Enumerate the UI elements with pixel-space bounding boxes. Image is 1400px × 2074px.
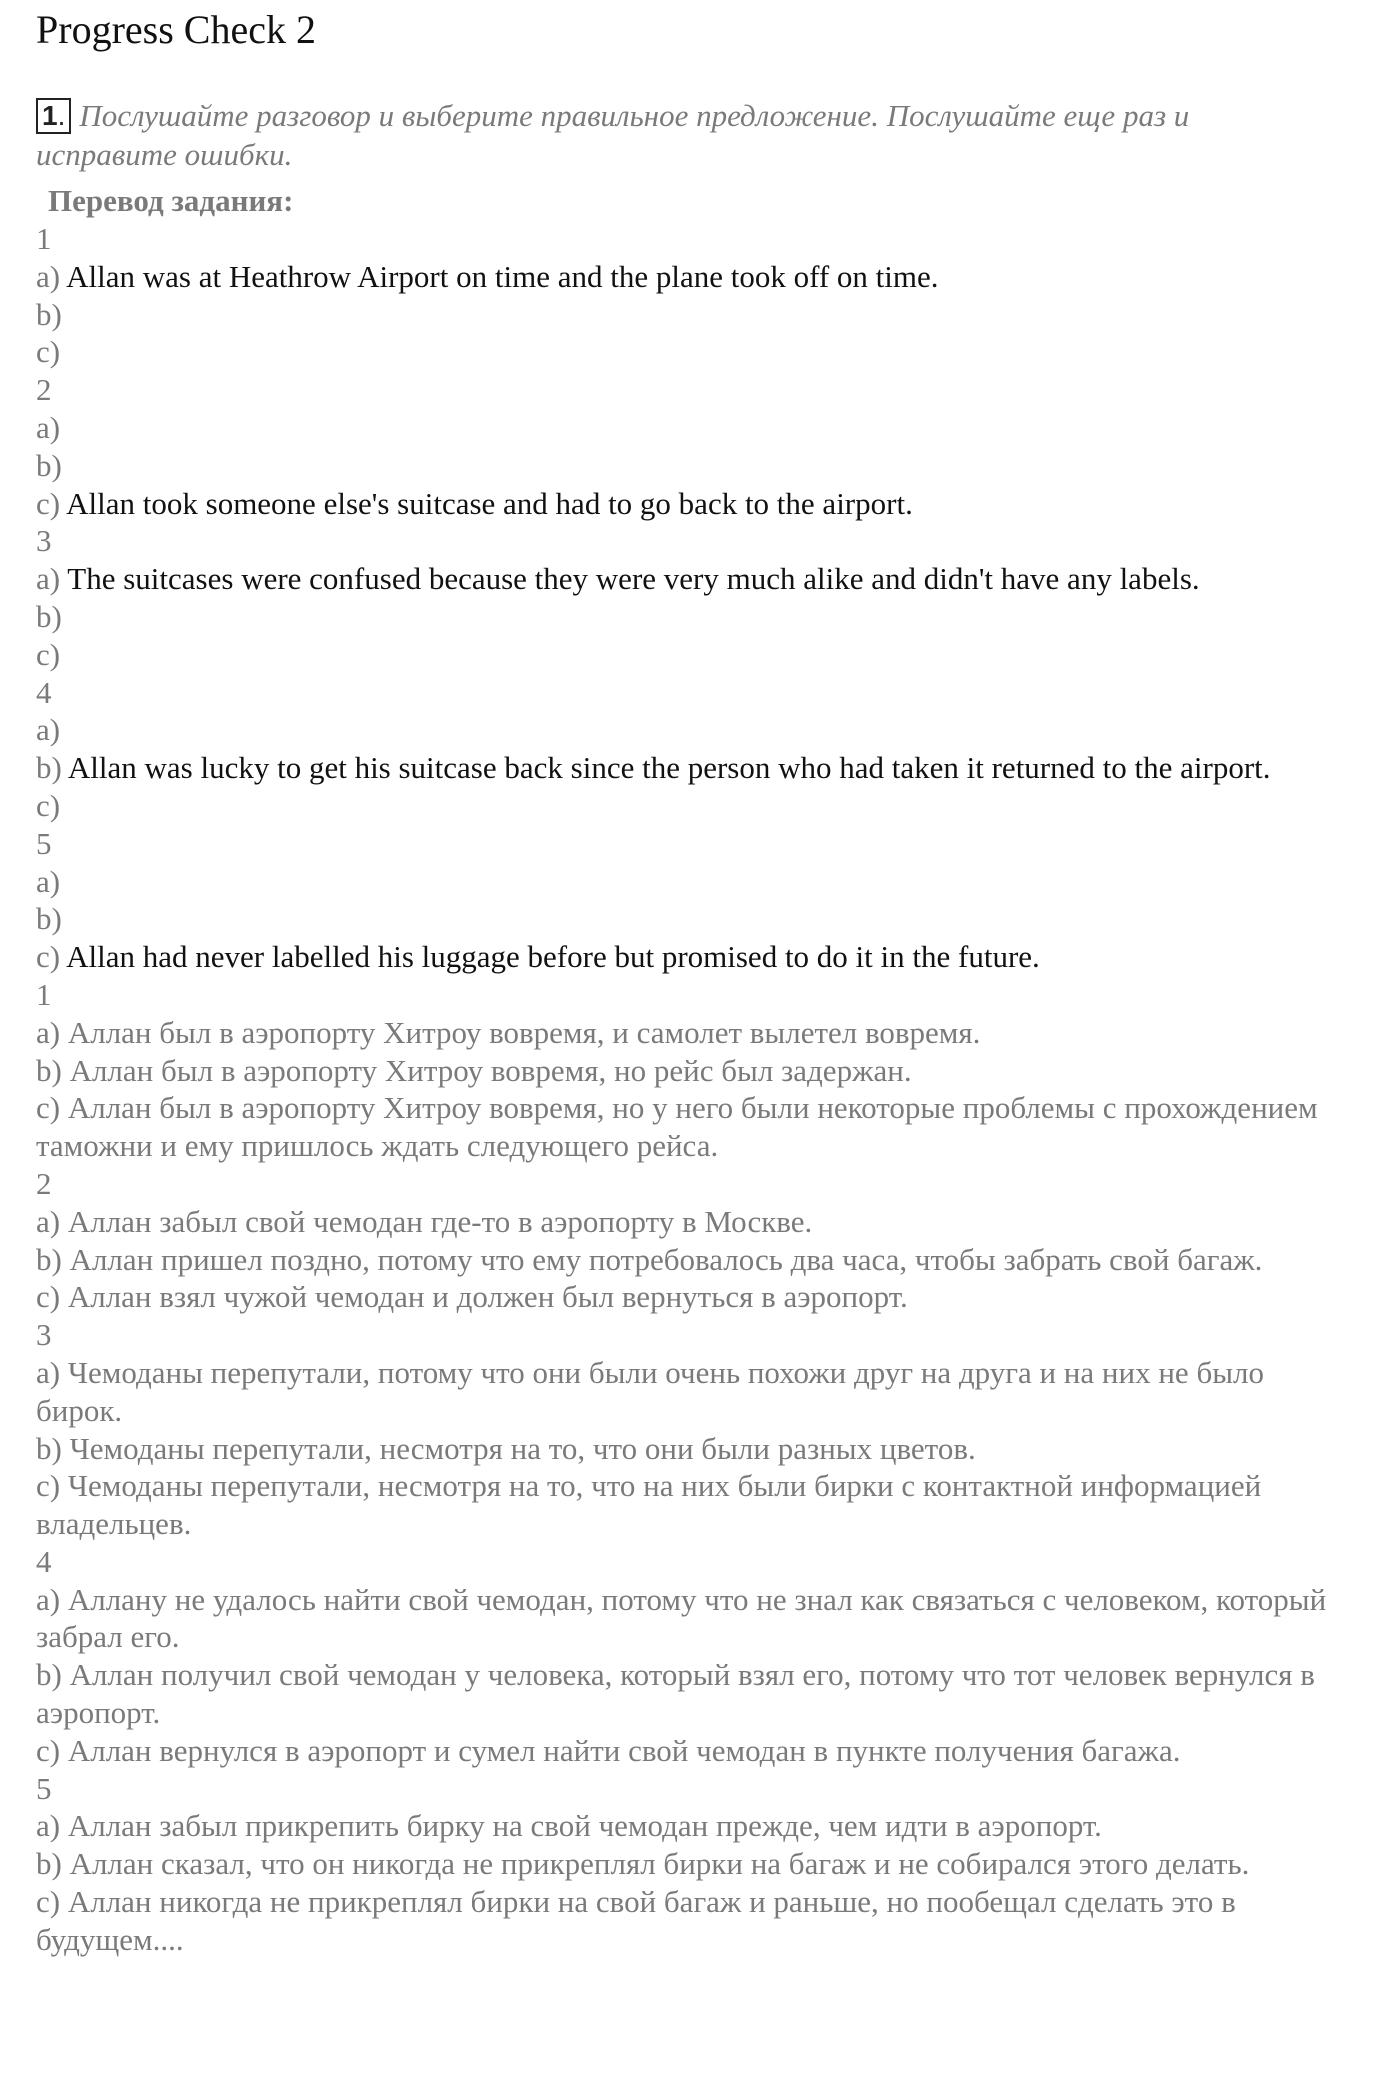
russian-option-text: Аллан никогда не прикреплял бирки на свой багаж и раньше, но пообещал сделать это в будущем....	[36, 1884, 1236, 1957]
option-letter: c)	[36, 1884, 61, 1920]
russian-translations	[36, 976, 1336, 1959]
option-letter: c)	[36, 787, 61, 823]
english-item-number: 1	[36, 221, 52, 256]
english-option-b	[36, 447, 1336, 485]
english-option-c	[36, 636, 1336, 674]
option-letter: b)	[36, 750, 62, 786]
option-letter: b)	[36, 1052, 62, 1088]
english-option-text: The suitcases were confused because they were very much alike and didn't have any labels.	[67, 561, 1200, 597]
russian-item-number: 5	[36, 1770, 52, 1806]
task-number: 1	[42, 100, 58, 131]
russian-item-number: 2	[36, 1165, 52, 1201]
russian-option-text: Чемоданы перепутали, несмотря на то, что они были разных цветов.	[69, 1430, 976, 1466]
russian-option-text: Аллан пришел поздно, потому что ему потребовалось два часа, чтобы забрать свой багаж.	[69, 1241, 1263, 1277]
english-option-c	[36, 938, 1336, 976]
english-option-b	[36, 749, 1336, 787]
english-item-number: 3	[36, 523, 52, 559]
english-option-text: Allan took someone else's suitcase and had to go back to the airport.	[66, 485, 913, 521]
option-letter: c)	[36, 1279, 61, 1315]
task-number-box	[36, 98, 71, 134]
russian-option-b	[36, 1656, 1336, 1732]
option-letter: c)	[36, 1090, 61, 1126]
task-instruction	[36, 96, 1306, 174]
option-letter: b)	[36, 598, 62, 634]
option-letter: a)	[36, 1014, 61, 1050]
russian-option-b	[36, 1845, 1336, 1883]
option-letter: b)	[36, 1241, 62, 1277]
english-option-a	[36, 258, 1336, 296]
english-option-b	[36, 900, 1336, 938]
russian-option-a	[36, 1581, 1336, 1657]
russian-item-number: 1	[36, 976, 52, 1012]
option-letter: a)	[36, 712, 61, 748]
russian-option-c	[36, 1089, 1336, 1165]
english-option-b	[36, 296, 1336, 334]
english-option-c	[36, 485, 1336, 523]
russian-option-a	[36, 1203, 1336, 1241]
english-option-text: Allan had never labelled his luggage before but promised to do it in the future.	[66, 939, 1040, 975]
option-letter: c)	[36, 636, 61, 672]
english-item-number: 4	[36, 674, 52, 710]
russian-option-text: Аллан вернулся в аэропорт и сумел найти свой чемодан в пункте получения багажа.	[67, 1732, 1181, 1768]
russian-option-text: Аллан был в аэропорту Хитроу вовремя, и самолет вылетел вовремя.	[67, 1014, 981, 1050]
russian-option-b	[36, 1052, 1336, 1090]
option-letter: c)	[36, 334, 61, 370]
option-letter: a)	[36, 1203, 61, 1239]
option-letter: c)	[36, 1468, 61, 1504]
option-letter: c)	[36, 939, 61, 975]
option-letter: a)	[36, 1354, 61, 1390]
russian-option-c	[36, 1883, 1336, 1959]
english-option-b	[36, 598, 1336, 636]
english-option-a	[36, 409, 1336, 447]
russian-option-c	[36, 1732, 1336, 1770]
russian-option-text: Аллану не удалось найти свой чемодан, потому что не знал как связаться с человеком, который забрал его.	[36, 1581, 1327, 1655]
russian-option-a	[36, 1014, 1336, 1052]
english-option-a	[36, 863, 1336, 901]
option-letter: b)	[36, 901, 62, 937]
russian-option-c	[36, 1467, 1336, 1543]
russian-option-text: Аллан забыл прикрепить бирку на свой чемодан прежде, чем идти в аэропорт.	[67, 1808, 1102, 1844]
task-instruction-text: Послушайте разговор и выберите правильное предложение. Послушайте еще раз и исправите ошибки.	[36, 98, 1190, 172]
english-item-number: 5	[36, 825, 52, 861]
task-number-dot: .	[57, 100, 66, 131]
russian-option-text: Чемоданы перепутали, потому что они были очень похожи друг на друга и на них не было бирок.	[36, 1354, 1265, 1428]
russian-option-text: Аллан был в аэропорту Хитроу вовремя, но у него были некоторые проблемы с прохождением таможни и ему пришлось ждать следующего рейса.	[36, 1090, 1318, 1164]
russian-option-text: Аллан был в аэропорту Хитроу вовремя, но рейс был задержан.	[69, 1052, 912, 1088]
russian-option-a	[36, 1354, 1336, 1430]
russian-option-text: Аллан забыл свой чемодан где-то в аэропорту в Москве.	[67, 1203, 813, 1239]
russian-option-b	[36, 1241, 1336, 1279]
english-option-a	[36, 711, 1336, 749]
option-letter: a)	[36, 561, 61, 597]
russian-option-text: Аллан получил свой чемодан у человека, который взял его, потому что тот человек вернулся в аэропорт.	[36, 1657, 1315, 1731]
russian-option-text: Аллан взял чужой чемодан и должен был вернуться в аэропорт.	[67, 1279, 908, 1315]
english-answers	[36, 220, 1336, 976]
russian-option-c	[36, 1278, 1336, 1316]
option-letter: a)	[36, 258, 61, 294]
english-option-a	[36, 560, 1336, 598]
translation-heading: Перевод задания:	[48, 183, 294, 218]
english-option-c	[36, 333, 1336, 371]
russian-option-b	[36, 1430, 1336, 1468]
option-letter: b)	[36, 447, 62, 483]
option-letter: b)	[36, 1657, 62, 1693]
page-title: Progress Check 2	[36, 7, 316, 52]
option-letter: a)	[36, 1581, 61, 1617]
english-option-text: Allan was at Heathrow Airport on time and the plane took off on time.	[66, 258, 939, 294]
option-letter: b)	[36, 1430, 62, 1466]
option-letter: a)	[36, 863, 61, 899]
option-letter: c)	[36, 1732, 61, 1768]
russian-option-text: Чемоданы перепутали, несмотря на то, что на них были бирки с контактной информацией владельцев.	[36, 1468, 1262, 1542]
option-letter: a)	[36, 1808, 61, 1844]
english-option-text: Allan was lucky to get his suitcase back since the person who had taken it returned to the airport.	[67, 750, 1271, 786]
russian-item-number: 3	[36, 1317, 52, 1353]
english-option-c	[36, 787, 1336, 825]
russian-option-a	[36, 1807, 1336, 1845]
option-letter: a)	[36, 409, 61, 445]
russian-item-number: 4	[36, 1543, 52, 1579]
option-letter: b)	[36, 1846, 62, 1882]
english-item-number: 2	[36, 372, 52, 408]
option-letter: b)	[36, 296, 62, 332]
russian-option-text: Аллан сказал, что он никогда не прикреплял бирки на багаж и не собирался этого делать.	[69, 1846, 1250, 1882]
option-letter: c)	[36, 485, 61, 521]
